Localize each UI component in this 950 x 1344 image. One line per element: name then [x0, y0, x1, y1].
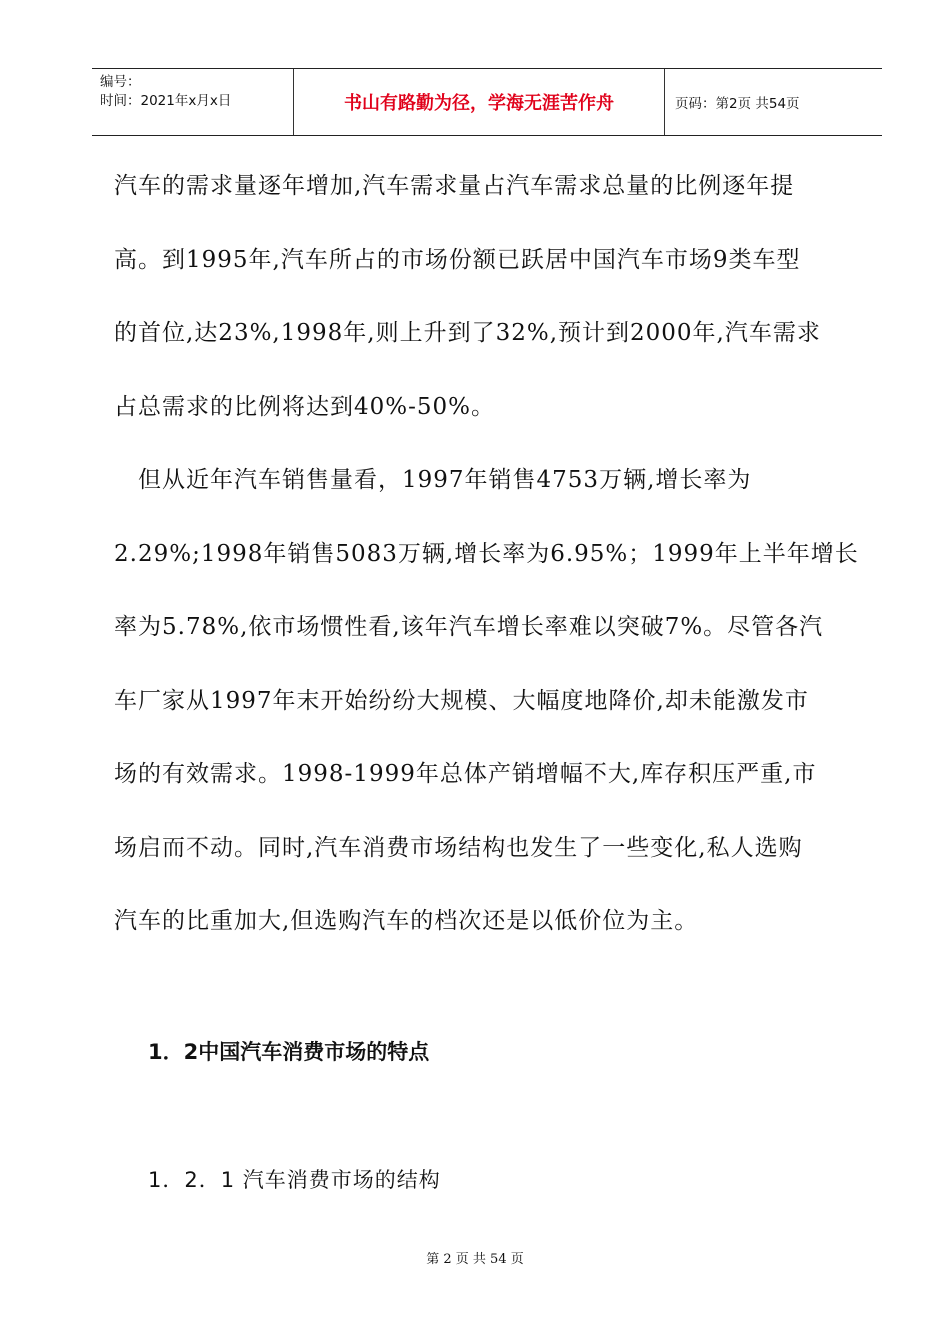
- body-line: 场的有效需求。1998-1999年总体产销增幅不大,库存积压严重,市: [114, 761, 817, 787]
- body-line: 2.29%;1998年销售5083万辆,增长率为6.95%；1999年上半年增长: [114, 540, 859, 567]
- body-line: 场启而不动。同时,汽车消费市场结构也发生了一些变化,私人选购: [114, 834, 803, 861]
- body-text: [114, 150, 864, 959]
- header-page-cell: [665, 69, 882, 135]
- document-number-label: 编号：: [100, 74, 141, 90]
- body-line: 汽车的需求量逐年增加,汽车需求量占汽车需求总量的比例逐年提: [114, 173, 795, 199]
- body-line: 但从近年汽车销售量看，1997年销售4753万辆,增长率为: [114, 467, 752, 493]
- document-time-label: 时间：2021年x月x日: [100, 93, 232, 109]
- section-heading-1-2: 1．2中国汽车消费市场的特点: [148, 1040, 430, 1064]
- header-motto-cell: [294, 69, 665, 135]
- body-line: 汽车的比重加大,但选购汽车的档次还是以低价位为主。: [114, 908, 699, 934]
- body-line: 高。到1995年,汽车所占的市场份额已跃居中国汽车市场9类车型: [114, 246, 801, 273]
- header-motto: 书山有路勤为径，学海无涯苦作舟: [344, 93, 614, 114]
- body-line: 的首位,达23%,1998年,则上升到了32%,预计到2000年,汽车需求: [114, 320, 821, 346]
- body-line: 车厂家从1997年末开始纷纷大规模、大幅度地降价,却未能激发市: [114, 687, 809, 714]
- page-footer: 第 2 页 共 54 页: [426, 1252, 524, 1267]
- header-table: [92, 68, 882, 136]
- section-heading-1-2-1: 1．2．1 汽车消费市场的结构: [148, 1168, 441, 1192]
- body-line: 率为5.78%,依市场惯性看,该年汽车增长率难以突破7%。尽管各汽: [114, 614, 824, 640]
- header-meta-cell: [92, 69, 294, 135]
- header-page-info: 页码：第2页 共54页: [675, 96, 800, 112]
- body-line: 占总需求的比例将达到40%-50%。: [114, 393, 496, 420]
